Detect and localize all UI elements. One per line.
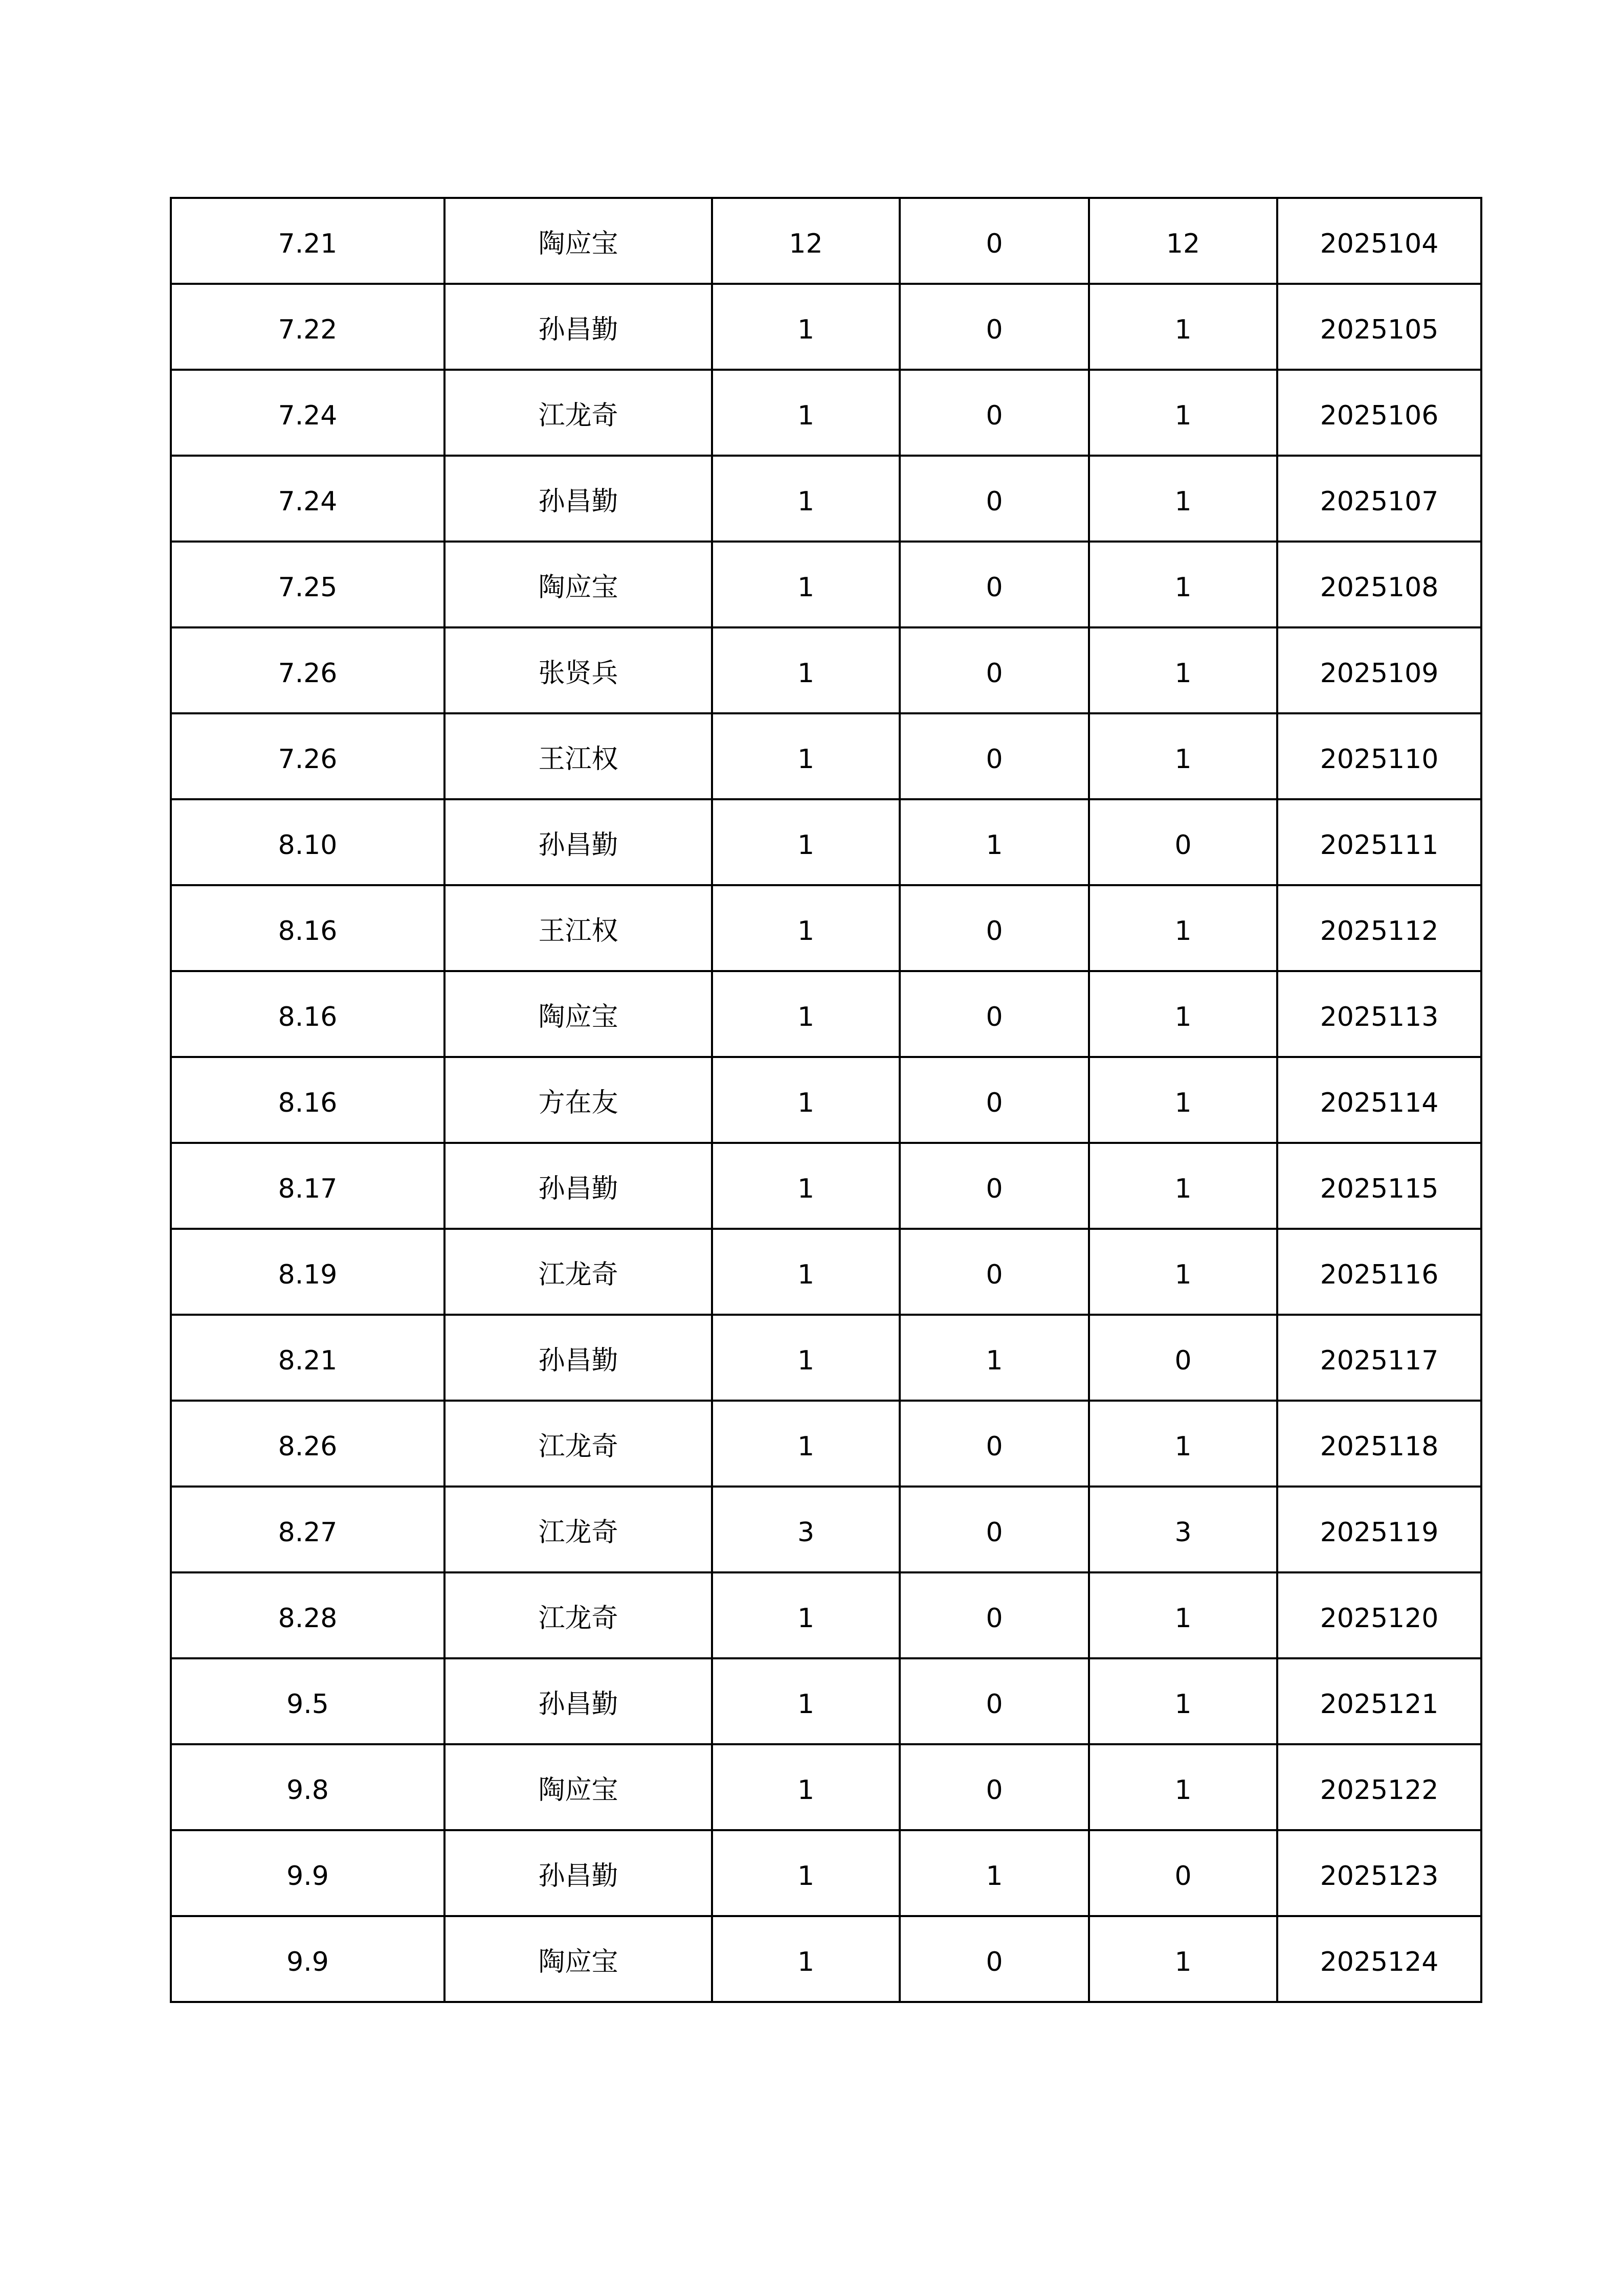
- table-row: [171, 1401, 1481, 1487]
- table-row: [171, 1315, 1481, 1401]
- table-row: [171, 713, 1481, 799]
- table-row: [171, 370, 1481, 456]
- count-cell: 0: [900, 971, 1089, 1057]
- date-cell: 7.24: [171, 456, 444, 542]
- count-cell: 1: [1089, 1401, 1277, 1487]
- count-cell: 1: [900, 799, 1089, 885]
- date-cell: 8.16: [171, 885, 444, 971]
- name-cell: 陶应宝: [444, 198, 712, 284]
- date-cell: 7.26: [171, 627, 444, 713]
- count-cell: 1: [712, 1229, 900, 1315]
- count-cell: 0: [900, 1487, 1089, 1572]
- count-cell: 1: [712, 1401, 900, 1487]
- date-cell: 8.27: [171, 1487, 444, 1572]
- count-cell: 1: [712, 1315, 900, 1401]
- date-cell: 9.8: [171, 1744, 444, 1830]
- date-cell: 8.26: [171, 1401, 444, 1487]
- table-row: [171, 1572, 1481, 1658]
- name-cell: 王江权: [444, 885, 712, 971]
- name-cell: 江龙奇: [444, 370, 712, 456]
- name-cell: 陶应宝: [444, 1916, 712, 2002]
- table-row: [171, 627, 1481, 713]
- date-cell: 7.26: [171, 713, 444, 799]
- date-cell: 9.5: [171, 1658, 444, 1744]
- count-cell: 1: [1089, 971, 1277, 1057]
- number-cell: 2025118: [1277, 1401, 1481, 1487]
- count-cell: 0: [900, 627, 1089, 713]
- count-cell: 0: [900, 1572, 1089, 1658]
- count-cell: 3: [712, 1487, 900, 1572]
- count-cell: 1: [1089, 1572, 1277, 1658]
- count-cell: 1: [1089, 1143, 1277, 1229]
- table-row: [171, 799, 1481, 885]
- table-row: [171, 198, 1481, 284]
- number-cell: 2025114: [1277, 1057, 1481, 1143]
- count-cell: 1: [712, 971, 900, 1057]
- number-cell: 2025110: [1277, 713, 1481, 799]
- count-cell: 1: [1089, 542, 1277, 627]
- count-cell: 1: [712, 284, 900, 370]
- count-cell: 1: [1089, 885, 1277, 971]
- table-row: [171, 1143, 1481, 1229]
- number-cell: 2025112: [1277, 885, 1481, 971]
- count-cell: 0: [900, 1916, 1089, 2002]
- count-cell: 1: [900, 1830, 1089, 1916]
- date-cell: 7.21: [171, 198, 444, 284]
- count-cell: 0: [900, 1401, 1089, 1487]
- number-cell: 2025105: [1277, 284, 1481, 370]
- count-cell: 1: [712, 1057, 900, 1143]
- name-cell: 陶应宝: [444, 542, 712, 627]
- count-cell: 0: [900, 1057, 1089, 1143]
- number-cell: 2025107: [1277, 456, 1481, 542]
- name-cell: 江龙奇: [444, 1229, 712, 1315]
- name-cell: 江龙奇: [444, 1572, 712, 1658]
- name-cell: 孙昌勤: [444, 456, 712, 542]
- number-cell: 2025122: [1277, 1744, 1481, 1830]
- table-row: [171, 456, 1481, 542]
- count-cell: 0: [900, 1658, 1089, 1744]
- count-cell: 1: [712, 456, 900, 542]
- count-cell: 1: [1089, 456, 1277, 542]
- date-cell: 8.28: [171, 1572, 444, 1658]
- count-cell: 0: [1089, 1315, 1277, 1401]
- number-cell: 2025109: [1277, 627, 1481, 713]
- table-row: [171, 284, 1481, 370]
- count-cell: 0: [900, 1143, 1089, 1229]
- table-row: [171, 1658, 1481, 1744]
- count-cell: 1: [1089, 370, 1277, 456]
- name-cell: 孙昌勤: [444, 799, 712, 885]
- count-cell: 1: [712, 627, 900, 713]
- count-cell: 1: [712, 713, 900, 799]
- number-cell: 2025113: [1277, 971, 1481, 1057]
- count-cell: 0: [900, 1229, 1089, 1315]
- number-cell: 2025104: [1277, 198, 1481, 284]
- count-cell: 1: [712, 1572, 900, 1658]
- count-cell: 12: [712, 198, 900, 284]
- table-row: [171, 1830, 1481, 1916]
- count-cell: 0: [1089, 1830, 1277, 1916]
- number-cell: 2025111: [1277, 799, 1481, 885]
- number-cell: 2025117: [1277, 1315, 1481, 1401]
- count-cell: 1: [712, 1658, 900, 1744]
- date-cell: 8.17: [171, 1143, 444, 1229]
- table-row: [171, 885, 1481, 971]
- number-cell: 2025115: [1277, 1143, 1481, 1229]
- count-cell: 0: [900, 713, 1089, 799]
- name-cell: 方在友: [444, 1057, 712, 1143]
- count-cell: 1: [712, 885, 900, 971]
- number-cell: 2025120: [1277, 1572, 1481, 1658]
- count-cell: 1: [1089, 627, 1277, 713]
- number-cell: 2025124: [1277, 1916, 1481, 2002]
- table-row: [171, 1487, 1481, 1572]
- name-cell: 张贤兵: [444, 627, 712, 713]
- name-cell: 王江权: [444, 713, 712, 799]
- number-cell: 2025123: [1277, 1830, 1481, 1916]
- number-cell: 2025106: [1277, 370, 1481, 456]
- name-cell: 江龙奇: [444, 1487, 712, 1572]
- date-cell: 7.25: [171, 542, 444, 627]
- date-cell: 9.9: [171, 1916, 444, 2002]
- number-cell: 2025119: [1277, 1487, 1481, 1572]
- count-cell: 1: [712, 370, 900, 456]
- name-cell: 江龙奇: [444, 1401, 712, 1487]
- count-cell: 0: [900, 885, 1089, 971]
- count-cell: 1: [712, 1916, 900, 2002]
- table-row: [171, 1916, 1481, 2002]
- count-cell: 3: [1089, 1487, 1277, 1572]
- name-cell: 孙昌勤: [444, 1143, 712, 1229]
- table-row: [171, 542, 1481, 627]
- count-cell: 1: [1089, 1916, 1277, 2002]
- table-row: [171, 1229, 1481, 1315]
- name-cell: 孙昌勤: [444, 1315, 712, 1401]
- records-table-body: [171, 198, 1481, 2002]
- table-row: [171, 1744, 1481, 1830]
- count-cell: 12: [1089, 198, 1277, 284]
- number-cell: 2025108: [1277, 542, 1481, 627]
- count-cell: 0: [900, 370, 1089, 456]
- count-cell: 1: [712, 542, 900, 627]
- name-cell: 孙昌勤: [444, 284, 712, 370]
- date-cell: 8.16: [171, 1057, 444, 1143]
- table-row: [171, 1057, 1481, 1143]
- number-cell: 2025116: [1277, 1229, 1481, 1315]
- date-cell: 8.19: [171, 1229, 444, 1315]
- count-cell: 1: [712, 1143, 900, 1229]
- name-cell: 孙昌勤: [444, 1830, 712, 1916]
- count-cell: 1: [712, 1830, 900, 1916]
- count-cell: 1: [900, 1315, 1089, 1401]
- count-cell: 1: [712, 799, 900, 885]
- count-cell: 1: [1089, 1057, 1277, 1143]
- count-cell: 1: [1089, 284, 1277, 370]
- count-cell: 1: [1089, 1658, 1277, 1744]
- count-cell: 1: [1089, 1744, 1277, 1830]
- records-table: [170, 197, 1482, 2003]
- date-cell: 7.24: [171, 370, 444, 456]
- name-cell: 陶应宝: [444, 971, 712, 1057]
- count-cell: 0: [900, 542, 1089, 627]
- count-cell: 1: [1089, 713, 1277, 799]
- date-cell: 7.22: [171, 284, 444, 370]
- date-cell: 8.10: [171, 799, 444, 885]
- table-row: [171, 971, 1481, 1057]
- count-cell: 1: [1089, 1229, 1277, 1315]
- name-cell: 孙昌勤: [444, 1658, 712, 1744]
- count-cell: 0: [900, 284, 1089, 370]
- count-cell: 1: [712, 1744, 900, 1830]
- date-cell: 8.21: [171, 1315, 444, 1401]
- name-cell: 陶应宝: [444, 1744, 712, 1830]
- count-cell: 0: [900, 456, 1089, 542]
- date-cell: 9.9: [171, 1830, 444, 1916]
- count-cell: 0: [900, 1744, 1089, 1830]
- count-cell: 0: [1089, 799, 1277, 885]
- number-cell: 2025121: [1277, 1658, 1481, 1744]
- count-cell: 0: [900, 198, 1089, 284]
- date-cell: 8.16: [171, 971, 444, 1057]
